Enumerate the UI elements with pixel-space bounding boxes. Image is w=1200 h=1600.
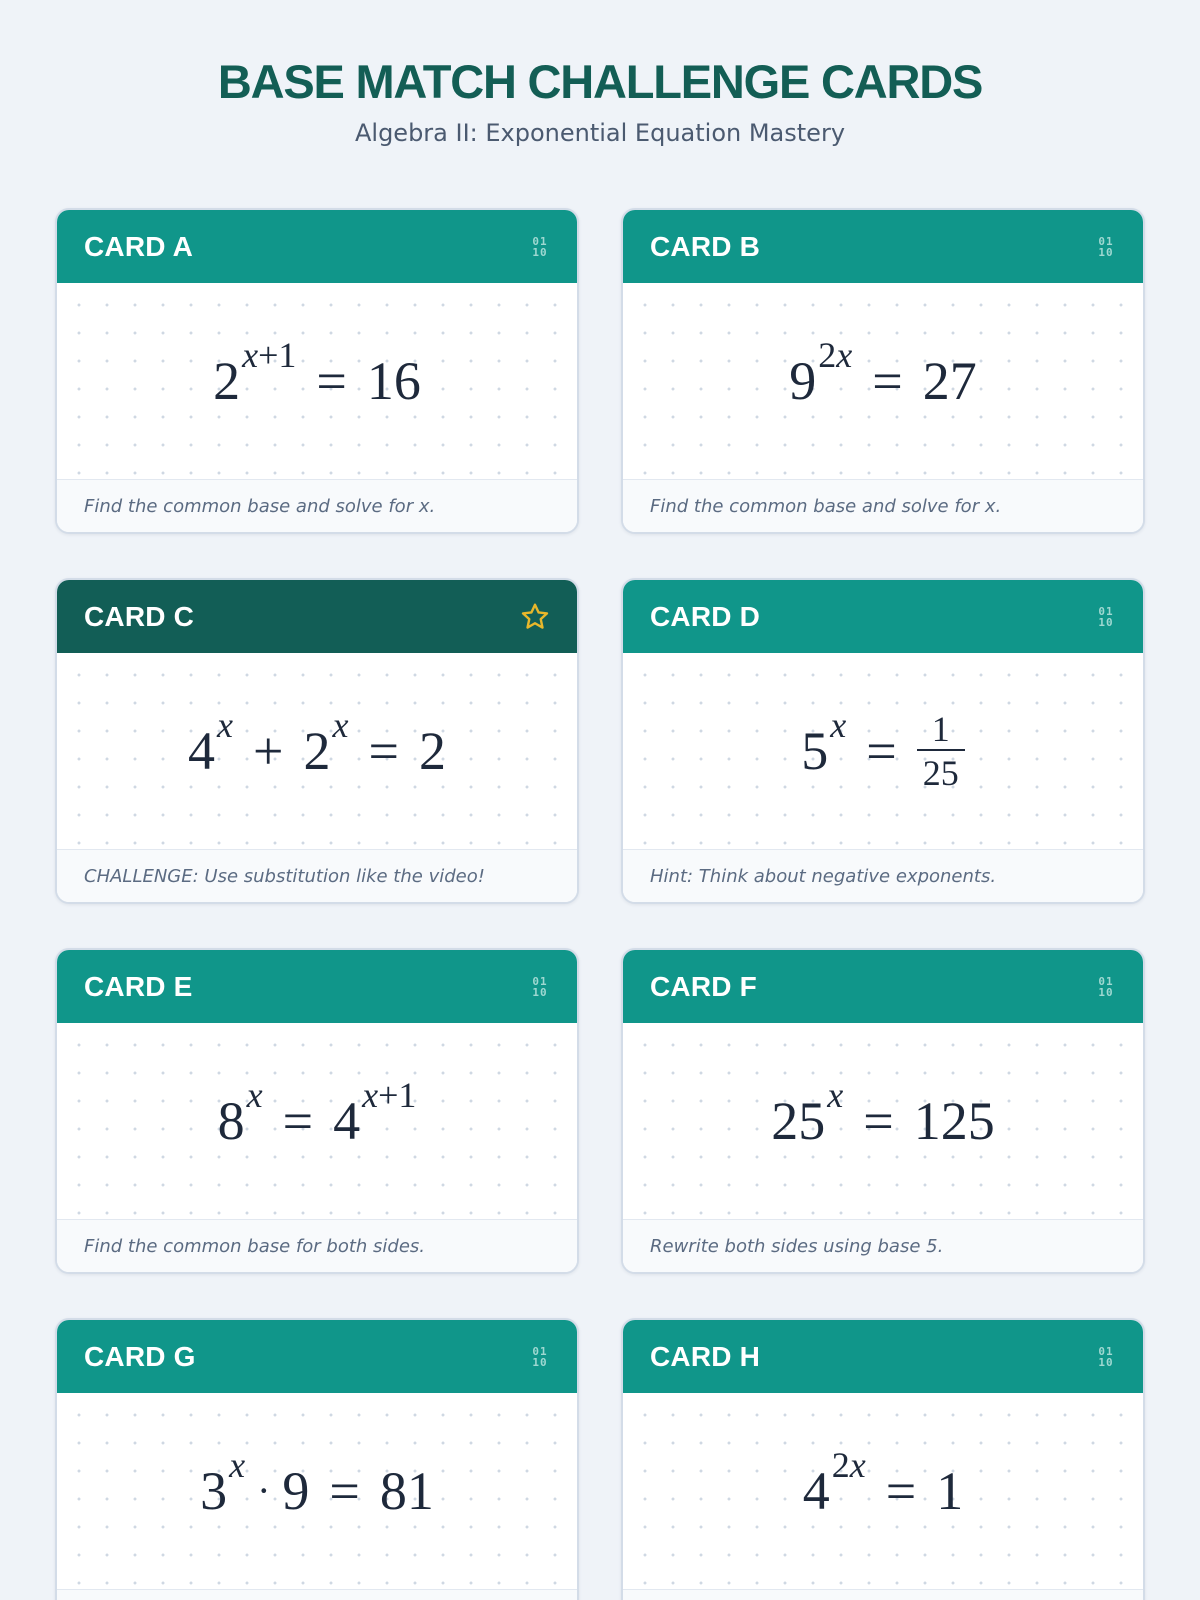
card-equation-area — [623, 653, 1143, 849]
card-header — [623, 1320, 1143, 1393]
binary-icon: 01 10 — [1098, 604, 1114, 629]
binary-icon: 01 10 — [532, 1344, 548, 1369]
challenge-card-c[interactable] — [55, 578, 579, 904]
card-header — [623, 950, 1143, 1023]
card-label: CARD A — [84, 230, 194, 262]
card-header — [57, 950, 577, 1023]
card-equation-area — [57, 653, 577, 849]
equation: 8 x = 4 x+1 — [217, 1075, 417, 1151]
card-label: CARD D — [650, 600, 761, 632]
binary-icon: 01 10 — [1098, 1344, 1114, 1369]
challenge-card-d[interactable] — [621, 578, 1145, 904]
challenge-card-e[interactable] — [55, 948, 579, 1274]
card-equation-area — [57, 1023, 577, 1219]
card-label: CARD H — [650, 1340, 761, 1372]
card-hint: Hint: Think about negative exponents. — [623, 849, 1143, 902]
card-label: CARD F — [650, 970, 757, 1002]
binary-icon: 01 10 — [532, 974, 548, 999]
equation: 3 x · 9 = 81 — [200, 1445, 434, 1521]
card-hint: Find the common base for both sides. — [57, 1219, 577, 1272]
equation: 5 x = $\frac{1}{25}$ — [801, 711, 964, 791]
card-header — [57, 1320, 577, 1393]
equation: 9 2x = 27 — [789, 335, 977, 411]
card-equation-area — [623, 1393, 1143, 1589]
card-label: CARD C — [84, 600, 195, 632]
card-label: CARD B — [650, 230, 761, 262]
card-header — [623, 580, 1143, 653]
card-grid — [55, 208, 1145, 1600]
challenge-card-f[interactable] — [621, 948, 1145, 1274]
challenge-card-h[interactable] — [621, 1318, 1145, 1600]
card-header — [57, 580, 577, 653]
card-equation-area — [57, 283, 577, 479]
card-header — [623, 210, 1143, 283]
challenge-card-a[interactable] — [55, 208, 579, 534]
card-hint — [57, 1589, 577, 1600]
challenge-card-g[interactable] — [55, 1318, 579, 1600]
equation: 25 x = 125 — [771, 1075, 995, 1151]
card-equation-area — [623, 283, 1143, 479]
page-header — [0, 0, 1200, 148]
card-hint: Find the common base and solve for x. — [57, 479, 577, 532]
card-hint — [623, 1589, 1143, 1600]
fraction: $\frac{1}{25}$ — [917, 711, 965, 791]
binary-icon: 01 10 — [1098, 974, 1114, 999]
equation: 4 2x = 1 — [802, 1445, 964, 1521]
page-subtitle: Algebra II: Exponential Equation Mastery — [354, 119, 846, 147]
equation: 4 x + 2 x = 2 — [188, 705, 446, 781]
card-header — [57, 210, 577, 283]
binary-icon: 01 10 — [532, 234, 548, 259]
binary-icon: 01 10 — [1098, 234, 1114, 259]
card-hint: Rewrite both sides using base 5. — [623, 1219, 1143, 1272]
card-hint: CHALLENGE: Use substitution like the video! — [57, 849, 577, 902]
card-equation-area — [623, 1023, 1143, 1219]
challenge-card-b[interactable] — [621, 208, 1145, 534]
page-title: BASE MATCH CHALLENGE CARDS — [217, 55, 983, 108]
card-label: CARD G — [84, 1340, 196, 1372]
equation: 2 x+1 = 16 — [213, 335, 421, 411]
card-equation-area — [57, 1393, 577, 1589]
card-hint: Find the common base and solve for x. — [623, 479, 1143, 532]
card-label: CARD E — [84, 970, 193, 1002]
star-icon — [519, 601, 551, 633]
